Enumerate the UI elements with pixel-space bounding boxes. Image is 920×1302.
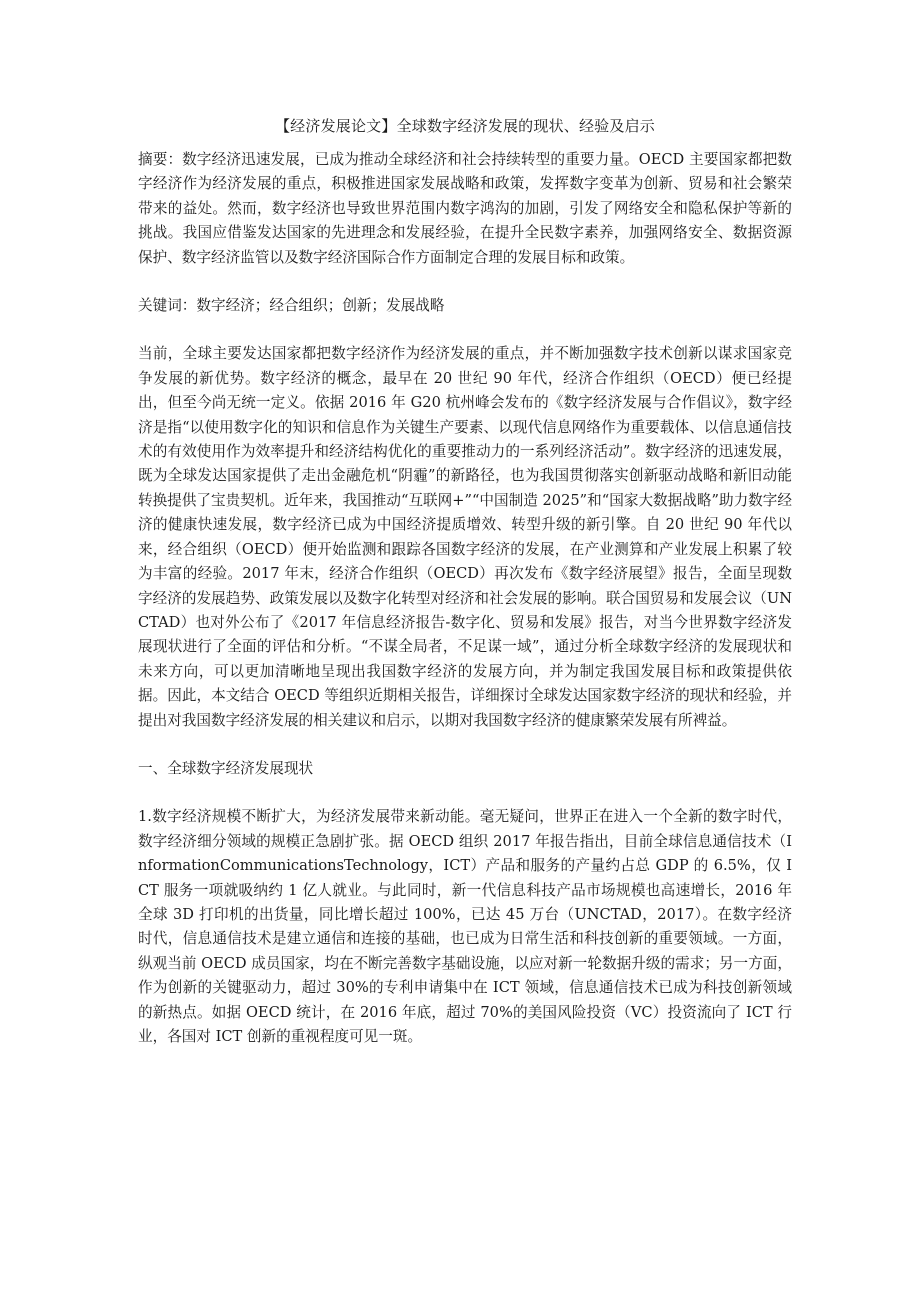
section1-paragraph: 1.数字经济规模不断扩大，为经济发展带来新动能。毫无疑问，世界正在进入一个全新的数字时代，数字经济细分领域的规模正急剧扩张。据 OECD 组织 2017 年报告指出，目前全球信息通信技术（InformationCommunicationsTechnology，ICT）产品和服务的产量约占总 GDP 的 6.5%，仅 ICT 服务一项就吸纳约 1 亿人就业。与此同时，新一代信息科技产品市场规模也高速增长，2016 年全球 3D 打印机的出货量，同比增长超过 100%，已达 45 万台（UNCTAD，2017）。在数字经济时代，信息通信技术是建立通信和连接的基础，也已成为日常生活和科技创新的重要领域。一方面，纵观当前 OECD 成员国家，均在不断完善数字基础设施，以应对新一轮数据升级的需求；另一方面，作为创新的关键驱动力，超过 30%的专利申请集中在 ICT 领域，信息通信技术已成为科技创新领域的新热点。如据 OECD 统计，在 2016 年底，超过 70%的美国风险投资（VC）投资流向了 ICT 行业，各国对 ICT 创新的重视程度可见一斑。 [138,808,792,1045]
spacer [138,270,792,294]
keywords-line: 关键词：数字经济；经合组织；创新；发展战略 [138,297,445,315]
spacer [138,318,792,342]
spacer [138,781,792,805]
section-heading: 一、全球数字经济发展现状 [138,759,314,777]
abstract-paragraph: 摘要：数字经济迅速发展，已成为推动全球经济和社会持续转型的重要力量。OECD 主要国家都把数字经济作为经济发展的重点，积极推进国家发展战略和政策，发挥数字变革为创新、贸易和社会繁荣带来的益处。然而，数字经济也导致世界范围内数字鸿沟的加剧，引发了网络安全和隐私保护等新的挑战。我国应借鉴发达国家的先进理念和发展经验，在提升全民数字素养，加强网络安全、数据资源保护、数字经济监管以及数字经济国际合作方面制定合理的发展目标和政策。 [138,151,792,266]
intro-paragraph: 当前，全球主要发达国家都把数字经济作为经济发展的重点，并不断加强数字技术创新以谋求国家竞争发展的新优势。数字经济的概念，最早在 20 世纪 90 年代，经济合作组织（OECD）便已经提出，但至今尚无统一定义。依据 2016 年 G20 杭州峰会发布的《数字经济发展与合作倡议》，数字经济是指“以使用数字化的知识和信息作为关键生产要素、以现代信息网络作为重要载体、以信息通信技术的有效使用作为效率提升和经济结构优化的重要推动力的一系列经济活动”。数字经济的迅速发展，既为全球发达国家提供了走出金融危机“阴霾”的新路径，也为我国贯彻落实创新驱动战略和新旧动能转换提供了宝贵契机。近年来，我国推动“互联网+”“中国制造 2025”和“国家大数据战略”助力数字经济的健康快速发展，数字经济已成为中国经济提质增效、转型升级的新引擎。自 20 世纪 90 年代以来，经合组织（OECD）便开始监测和跟踪各国数字经济的发展，在产业测算和产业发展上积累了较为丰富的经验。2017 年末，经济合作组织（OECD）再次发布《数字经济展望》报告，全面呈现数字经济的发展趋势、政策发展以及数字化转型对经济和社会发展的影响。联合国贸易和发展会议（UNCTAD）也对外公布了《2017 年信息经济报告-数字化、贸易和发展》报告，对当今世界数字经济发展现状进行了全面的评估和分析。“不谋全局者，不足谋一域”，通过分析全球数字经济的发展现状和未来方向，可以更加清晰地呈现出我国数字经济的发展方向，并为制定我国发展目标和政策提供依据。因此，本文结合 OECD 等组织近期相关报告，详细探讨全球发达国家数字经济的现状和经验，并提出对我国数字经济发展的相关建议和启示，以期对我国数字经济的健康繁荣发展有所裨益。 [138,345,792,729]
document-title: 【经济发展论文】全球数字经济发展的现状、经验及启示 [274,117,655,135]
document-page [138,114,792,1049]
spacer [138,733,792,757]
